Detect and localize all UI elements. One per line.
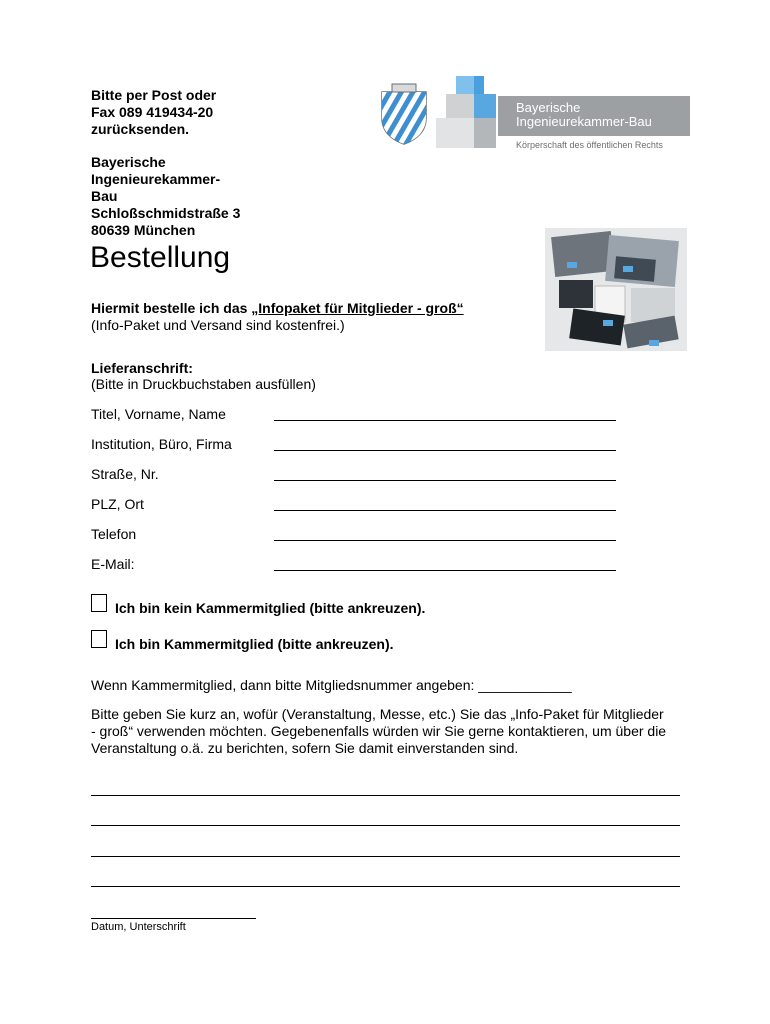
product-photo-icon	[545, 228, 687, 351]
field-line-street[interactable]	[274, 480, 616, 481]
order-statement	[91, 300, 464, 334]
field-label-street: Straße, Nr.	[91, 466, 159, 482]
usage-write-line[interactable]	[91, 856, 680, 857]
recipient-address	[91, 154, 291, 239]
field-label-name: Titel, Vorname, Name	[91, 406, 226, 422]
infopaket-photo	[545, 228, 687, 351]
signature-line[interactable]	[91, 918, 256, 919]
usage-write-line[interactable]	[91, 825, 680, 826]
usage-line: Bitte geben Sie kurz an, wofür (Veranstaltung, Messe, etc.) Sie das „Info-Paket für Mitglieder	[91, 706, 664, 722]
checkbox-member[interactable]	[91, 630, 107, 648]
signature-label: Datum, Unterschrift	[91, 921, 186, 933]
checkbox-member-label: Ich bin Kammermitglied (bitte ankreuzen).	[115, 636, 394, 652]
field-line-phone[interactable]	[274, 540, 616, 541]
field-label-email: E-Mail:	[91, 556, 135, 572]
recipient-org-line2: Bau	[91, 188, 118, 204]
field-label-zip-city: PLZ, Ort	[91, 496, 144, 512]
field-label-phone: Telefon	[91, 526, 137, 542]
page-title: Bestellung	[90, 241, 231, 274]
usage-write-line[interactable]	[91, 795, 680, 796]
checkbox-non-member[interactable]	[91, 594, 107, 612]
order-prefix: Hiermit bestelle ich das	[91, 300, 252, 316]
usage-line: Veranstaltung o.ä. zu berichten, sofern Sie damit einverstanden sind.	[91, 740, 519, 756]
logo-subtitle: Körperschaft des öffentlichen Rechts	[516, 140, 663, 150]
member-number-prompt: Wenn Kammermitglied, dann bitte Mitgliedsnummer angeben: ____________	[91, 677, 572, 693]
usage-line: - groß“ verwenden möchten. Gegebenenfalls würden wir Sie gerne kontaktieren, um über die	[91, 723, 667, 739]
send-line: Bitte per Post oder	[91, 87, 217, 103]
delivery-heading: Lieferanschrift:	[91, 360, 193, 376]
field-line-name[interactable]	[274, 420, 616, 421]
delivery-hint: (Bitte in Druckbuchstaben ausfüllen)	[91, 376, 316, 392]
checkbox-non-member-label: Ich bin kein Kammermitglied (bitte ankreuzen).	[115, 600, 426, 616]
field-line-zip-city[interactable]	[274, 510, 616, 511]
field-line-institution[interactable]	[274, 450, 616, 451]
recipient-city: 80639 München	[91, 222, 196, 238]
recipient-org-line1: Bayerische Ingenieurekammer-	[91, 154, 221, 187]
recipient-street: Schloßschmidstraße 3	[91, 205, 241, 221]
field-line-email[interactable]	[274, 570, 616, 571]
field-label-institution: Institution, Büro, Firma	[91, 436, 232, 452]
send-line: zurücksenden.	[91, 121, 190, 137]
order-product: „Infopaket für Mitglieder - groß“	[251, 300, 464, 316]
send-instructions	[91, 87, 216, 138]
usage-write-line[interactable]	[91, 886, 680, 887]
logo-name-line1: Bayerische	[516, 100, 581, 115]
send-line: Fax 089 419434-20	[91, 104, 214, 120]
order-note: (Info-Paket und Versand sind kostenfrei.)	[91, 317, 345, 333]
logo-name-line2: Ingenieurekammer-Bau	[516, 114, 652, 129]
order-line	[91, 300, 464, 317]
usage-instructions	[91, 706, 691, 757]
